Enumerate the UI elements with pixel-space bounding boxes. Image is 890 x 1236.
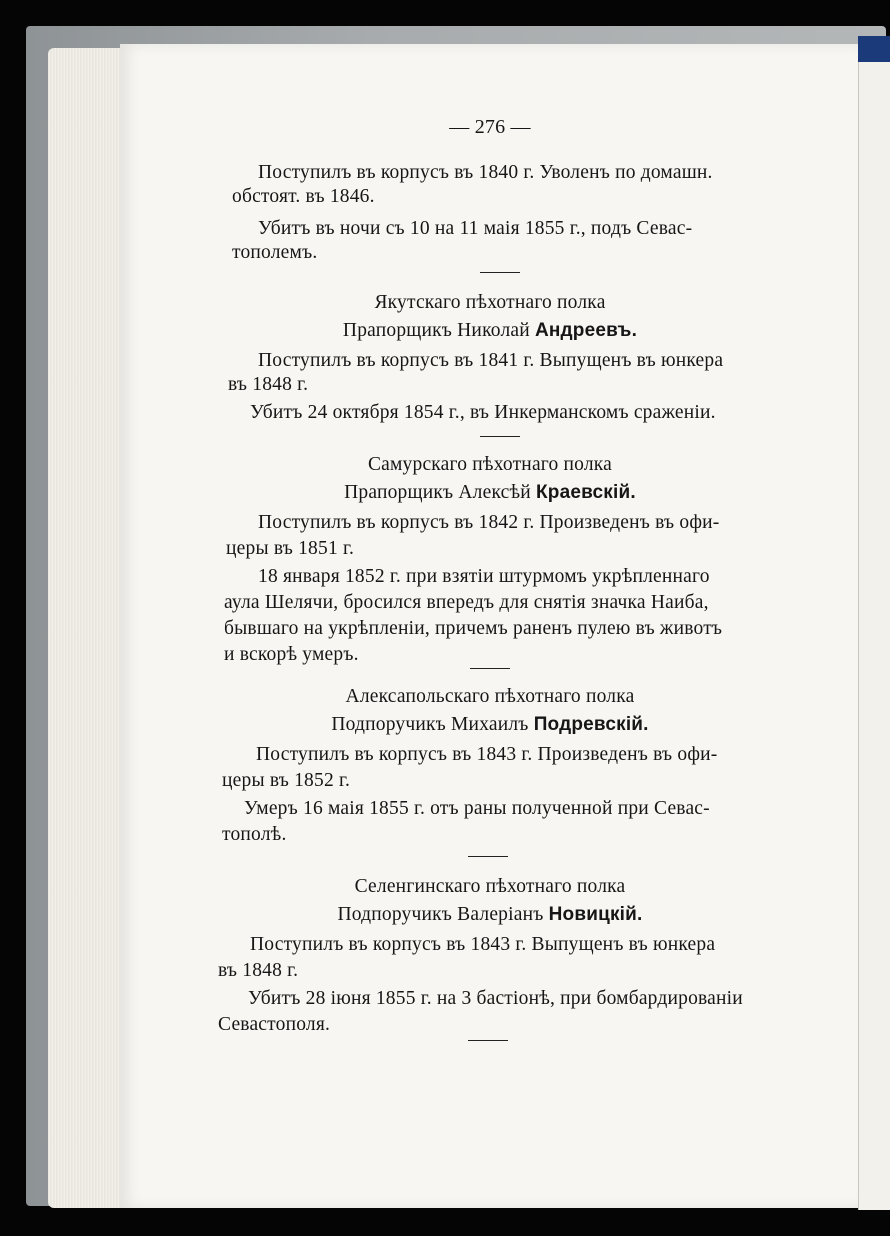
- section-divider: [480, 436, 520, 437]
- entry-line: Поступилъ въ корпусъ въ 1843 г. Выпущенъ въ юнкера: [250, 934, 716, 955]
- entry-line: тополѣ.: [222, 824, 287, 845]
- section-divider: [468, 1040, 508, 1041]
- entry-line: тополемъ.: [232, 242, 318, 263]
- entry-line: обстоят. въ 1846.: [232, 186, 375, 207]
- entry-line: 18 января 1852 г. при взятіи штурмомъ укрѣпленнаго: [258, 566, 710, 587]
- entry-line: церы въ 1851 г.: [226, 538, 355, 559]
- section-divider: [468, 856, 508, 857]
- rank-and-first-name: Подпоручикъ Михаилъ: [331, 714, 529, 735]
- entry-line: Поступилъ въ корпусъ въ 1843 г. Произведенъ въ офи-: [256, 744, 718, 765]
- rank-and-first-name: Подпоручикъ Валеріанъ: [337, 904, 544, 925]
- section-divider: [470, 668, 510, 669]
- section-divider: [480, 272, 520, 273]
- entry-line: Умеръ 16 маія 1855 г. отъ раны полученной при Севас-: [244, 798, 710, 819]
- officer-name: [200, 714, 780, 736]
- entry-line: церы въ 1852 г.: [222, 770, 351, 791]
- regiment-heading: Селенгинскаго пѣхотнаго полка: [354, 876, 626, 897]
- entry-line: въ 1848 г.: [218, 960, 299, 981]
- entry-line: Убитъ въ ночи съ 10 на 11 маія 1855 г., подъ Севас-: [258, 218, 693, 239]
- entry-line: Поступилъ въ корпусъ въ 1840 г. Уволенъ по домашн.: [258, 162, 713, 183]
- entry-line: Севастополя.: [218, 1014, 331, 1035]
- rank-and-first-name: Прапорщикъ Алексѣй: [344, 482, 531, 503]
- regiment-heading: Якутскаго пѣхотнаго полка: [374, 292, 606, 313]
- entry-line: и вскорѣ умеръ.: [224, 644, 359, 665]
- regiment-heading: Алексапольскаго пѣхотнаго полка: [345, 686, 635, 707]
- entry-line: Поступилъ въ корпусъ въ 1842 г. Произведенъ въ офи-: [258, 512, 720, 533]
- officer-name: [200, 320, 780, 342]
- entry-line: Поступилъ въ корпусъ въ 1841 г. Выпущенъ въ юнкера: [258, 350, 724, 371]
- surname: Краевскій.: [536, 482, 636, 503]
- officer-name: [200, 482, 780, 504]
- entry-line: Убитъ 24 октября 1854 г., въ Инкерманскомъ сраженіи.: [250, 402, 716, 423]
- regiment-heading: Самурскаго пѣхотнаго полка: [367, 454, 613, 475]
- entry-line: въ 1848 г.: [228, 374, 309, 395]
- surname: Подревскій.: [533, 714, 649, 735]
- rank-and-first-name: Прапорщикъ Николай: [342, 320, 530, 341]
- entry-line: Убитъ 28 іюня 1855 г. на 3 бастіонѣ, при бомбардированіи: [248, 988, 743, 1009]
- entry-line: аула Шелячи, бросился впередъ для снятія значка Наиба,: [224, 592, 709, 613]
- page-number: — 276 —: [449, 116, 531, 138]
- surname: Андреевъ.: [534, 320, 638, 341]
- surname: Новицкій.: [548, 904, 643, 925]
- officer-name: [200, 904, 780, 926]
- entry-line: бывшаго на укрѣпленіи, причемъ раненъ пулею въ животъ: [224, 618, 723, 639]
